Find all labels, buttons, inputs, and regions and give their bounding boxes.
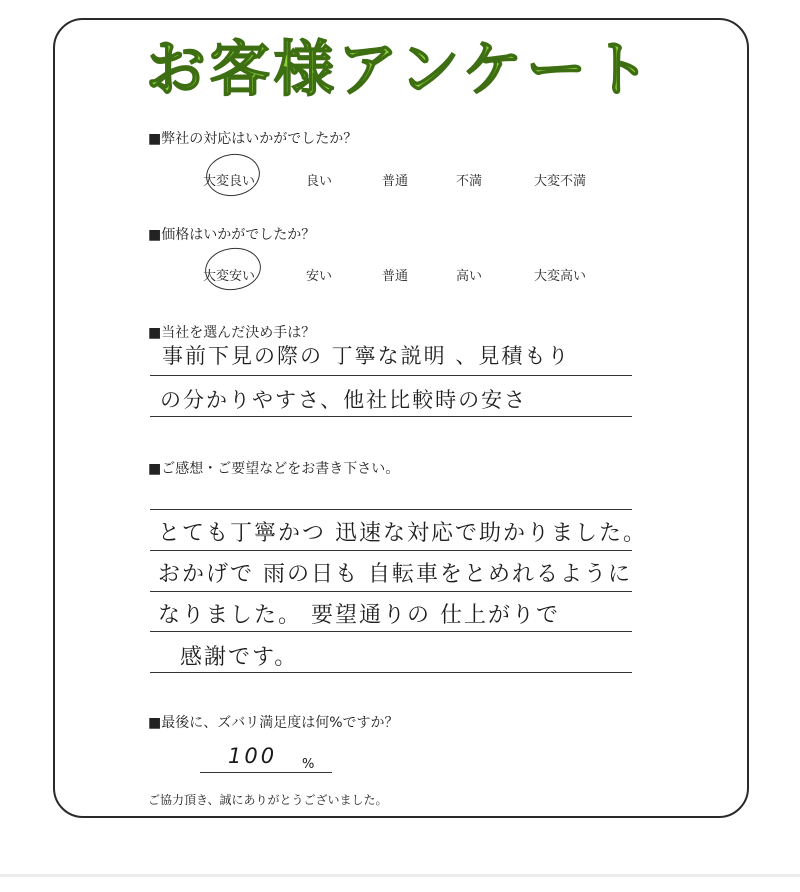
price-option-cheap[interactable]: 安い [305,269,333,284]
question-feedback: ■ご感想・ご要望などをお書き下さい。 [148,461,400,477]
feedback-answer-line-1: とても丁寧かつ 迅速な対応で助かりました。 [158,521,647,546]
feedback-writing-line-0 [150,509,632,510]
service-option-very-good[interactable]: 大変良い [202,174,256,189]
price-option-expensive[interactable]: 高い [455,269,483,284]
survey-title: お客様アンケート [145,35,655,105]
scan-edge [0,874,800,877]
price-option-very-expensive[interactable]: 大変高い [533,269,587,284]
reason-answer-line-1: 事前下見の際の 丁寧な説明 、見積もり [162,344,571,368]
question-price: ■価格はいかがでしたか？ [148,227,316,243]
reason-writing-line-2 [150,416,632,417]
satisfaction-unit: % [302,757,315,772]
feedback-answer-line-2: おかげで 雨の日も 自転車をとめれるように [158,562,632,587]
service-option-good[interactable]: 良い [305,174,333,189]
service-option-very-unsatisfied[interactable]: 大変不満 [533,174,587,189]
feedback-writing-line-3 [150,631,632,632]
satisfaction-value: 100 [228,744,278,768]
question-service: ■弊社の対応はいかがでしたか？ [148,131,358,147]
price-option-very-cheap[interactable]: 大変安い [202,269,256,284]
question-reason: ■当社を選んだ決め手は？ [148,325,316,341]
feedback-answer-line-4: 感謝です。 [180,645,299,670]
feedback-writing-line-2 [150,591,632,592]
feedback-writing-line-4 [150,672,632,673]
reason-writing-line-1 [150,375,632,376]
price-option-normal[interactable]: 普通 [381,269,409,284]
service-option-normal[interactable]: 普通 [381,174,409,189]
feedback-answer-line-3: なりました。 要望通りの 仕上がりで [158,603,560,628]
thank-you-note: ご協力頂き、誠にありがとうございました。 [148,793,388,807]
question-satisfaction: ■最後に、ズバリ満足度は何%ですか？ [148,715,399,731]
satisfaction-writing-line [200,772,332,773]
service-option-unsatisfied[interactable]: 不満 [455,174,483,189]
reason-answer-line-2: の分かりやすさ、他社比較時の安さ [160,388,528,412]
feedback-writing-line-1 [150,550,632,551]
